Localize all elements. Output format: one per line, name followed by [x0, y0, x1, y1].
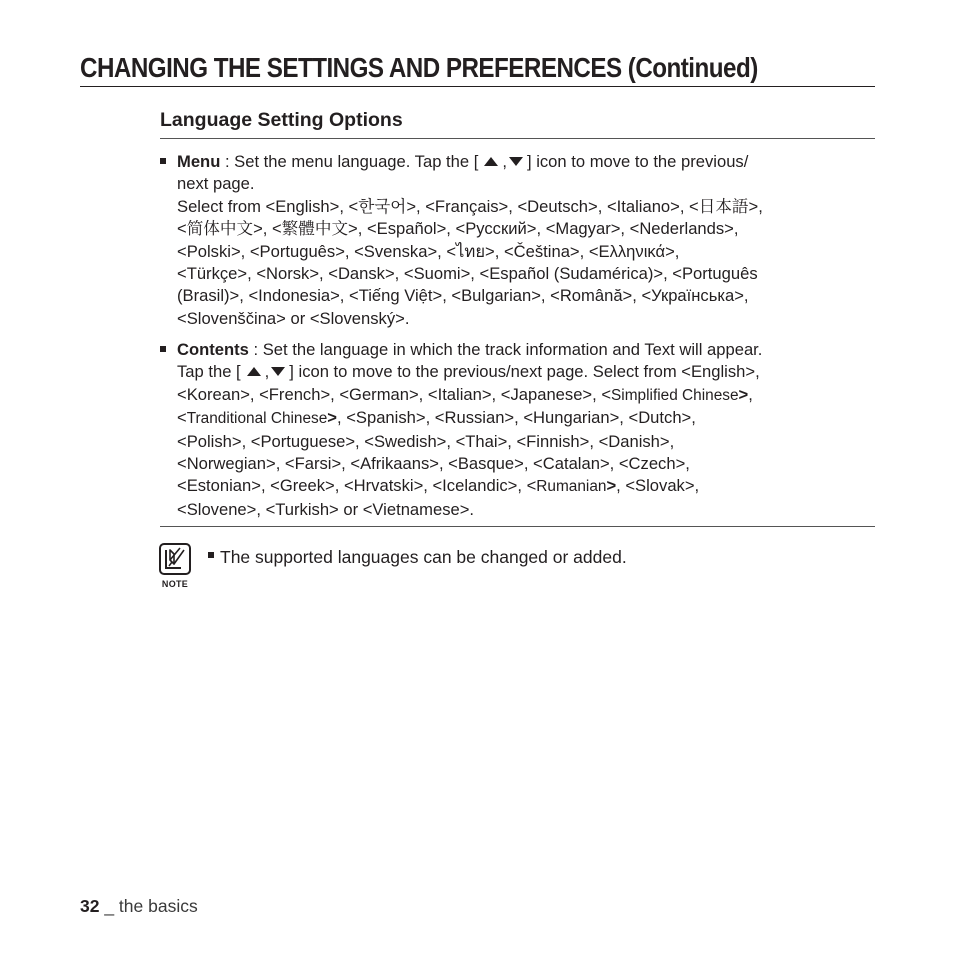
contents-line-6: <Norwegian>, <Farsi>, <Afrikaans>, <Basque>, <Catalan>, <Czech>, — [177, 454, 690, 474]
contents-option — [177, 339, 877, 521]
section-divider — [160, 138, 875, 139]
arrow-down-icon — [271, 367, 285, 376]
menu-line-3: Select from <English>, <한국어>, <Français>, <Deutsch>, <Italiano>, <日本語>, — [177, 196, 763, 216]
menu-bullet — [160, 158, 166, 164]
note-pencil-icon-graphic — [161, 545, 189, 573]
arrow-up-icon — [484, 157, 498, 166]
page-number: 32 — [80, 896, 100, 916]
contents-label: Contents — [177, 340, 249, 359]
contents-line-3: <Korean>, <French>, <German>, <Italian>, <Japanese>, <Simplified Chinese>, — [177, 384, 753, 404]
menu-line-7: (Brasil)>, <Indonesia>, <Tiếng Việt>, <Bulgarian>, <Română>, <Українська>, — [177, 286, 749, 306]
content-divider — [160, 526, 875, 527]
menu-line-4: <简体中文>, <繁體中文>, <Español>, <Русский>, <Magyar>, <Nederlands>, — [177, 219, 739, 239]
note-label: NOTE — [161, 579, 189, 589]
menu-line-2: next page. — [177, 174, 255, 194]
contents-bullet — [160, 346, 166, 352]
contents-line-8: <Slovene>, <Turkish> or <Vietnamese>. — [177, 499, 475, 519]
section-heading: Language Setting Options — [160, 109, 403, 131]
contents-line-7: <Estonian>, <Greek>, <Hrvatski>, <Icelandic>, <Rumanian>, <Slovak>, — [177, 476, 700, 496]
menu-line-1: Menu : Set the menu language. Tap the [ , ] icon to move to the previous/ — [177, 152, 749, 171]
note-text: The supported languages can be changed or added. — [220, 547, 627, 567]
menu-line-6: <Türkçe>, <Norsk>, <Dansk>, <Suomi>, <Español (Sudamérica)>, <Português — [177, 264, 758, 284]
page-footer — [80, 894, 198, 918]
contents-line-4: <Tranditional Chinese>, <Spanish>, <Russian>, <Hungarian>, <Dutch>, — [177, 408, 696, 428]
menu-label: Menu — [177, 152, 221, 171]
contents-line-2: Tap the [ , ] icon to move to the previous/next page. Select from <English>, — [177, 362, 760, 382]
contents-line-1: Contents : Set the language in which the track information and Text will appear. — [177, 340, 763, 359]
menu-option — [177, 151, 877, 330]
page-title: CHANGING THE SETTINGS AND PREFERENCES (Continued) — [80, 52, 758, 83]
menu-line-5: <Polski>, <Português>, <Svenska>, <ไทย>, <Čeština>, <Ελληνικά>, — [177, 241, 680, 261]
title-divider — [80, 86, 875, 87]
note-bullet — [208, 552, 214, 558]
contents-line-5: <Polish>, <Portuguese>, <Swedish>, <Thai>, <Finnish>, <Danish>, — [177, 431, 675, 451]
note-pencil-icon — [159, 543, 191, 575]
arrow-down-icon — [509, 157, 523, 166]
footer-section: _ the basics — [99, 896, 198, 916]
menu-line-8: <Slovenščina> or <Slovenský>. — [177, 308, 410, 328]
arrow-up-icon — [247, 367, 261, 376]
